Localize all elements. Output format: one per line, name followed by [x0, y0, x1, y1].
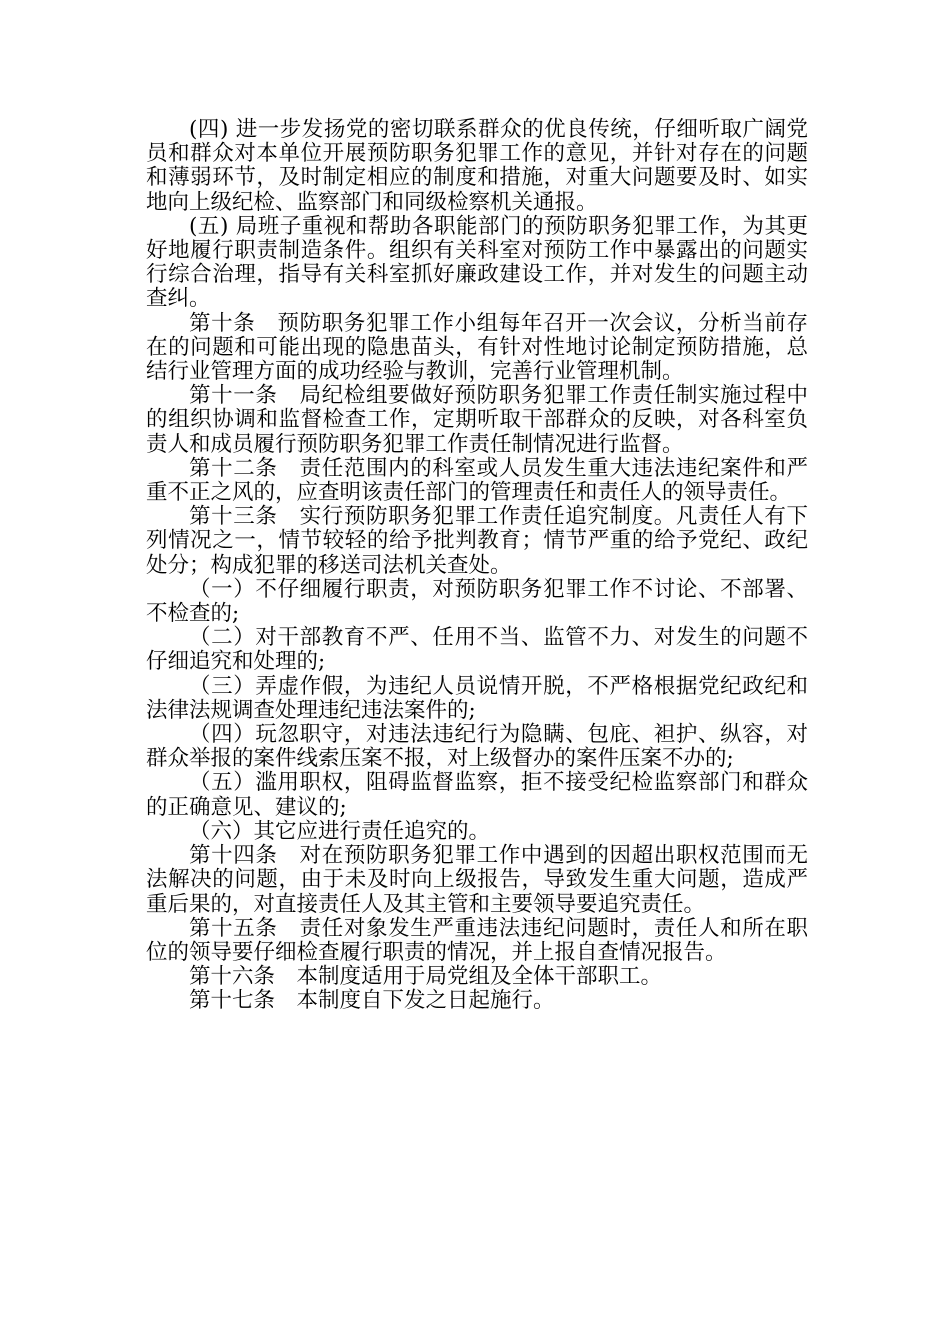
- article-15: 第十五条 责任对象发生严重违法违纪问题时，责任人和所在职位的领导要仔细检查履行职责的情况，并上报自查情况报告。: [146, 915, 808, 965]
- document-page: [146, 118, 808, 1014]
- article-13-item-1: （一）不仔细履行职责，对预防职务犯罪工作不讨论、不部署、不检查的;: [146, 576, 808, 627]
- paragraph-4: (四) 进一步发扬党的密切联系群众的优良传统，仔细听取广阔党员和群众对本单位开展预防职务犯罪工作的意见，并针对存在的问题和薄弱环节，及时制定相应的制度和措施，对重大问题要及时、如实地向上级纪检、监察部门和同级检察机关通报。: [146, 117, 808, 215]
- article-17: 第十七条 本制度自下发之日起施行。: [189, 988, 555, 1014]
- article-14: 第十四条 对在预防职务犯罪工作中遇到的因超出职权范围而无法解决的问题，由于未及时向上级报告，导致发生重大问题，造成严重后果的，对直接责任人及其主管和主要领导要追究责任。: [146, 843, 808, 917]
- article-13-item-4: （四）玩忽职守，对违法违纪行为隐瞒、包庇、袒护、纵容，对群众举报的案件线索压案不报，对上级督办的案件压案不办的;: [146, 722, 808, 772]
- paragraph-5: (五) 局班子重视和帮助各职能部门的预防职务犯罪工作，为其更好地履行职责制造条件。组织有关科室对预防工作中暴露出的问题实行综合治理，指导有关科室抓好廉政建设工作，并对发生的问题主动查纠。: [146, 213, 808, 312]
- article-10: 第十条 预防职务犯罪工作小组每年召开一次会议，分析当前存在的问题和可能出现的隐患苗头，有针对性地讨论制定预防措施，总结行业管理方面的成功经验与教训，完善行业管理机制。: [146, 310, 808, 385]
- article-13-item-2: （二）对干部教育不严、任用不当、监管不力、对发生的问题不仔细追究和处理的;: [146, 625, 808, 675]
- article-13-item-3: （三）弄虚作假，为违纪人员说情开脱，不严格根据党纪政纪和法律法规调查处理违纪违法案件的;: [146, 673, 808, 723]
- article-11: 第十一条 局纪检组要做好预防职务犯罪工作责任制实施过程中的组织协调和监督检查工作，定期听取干部群众的反映，对各科室负责人和成员履行预防职务犯罪工作责任制情况进行监督。: [146, 383, 808, 457]
- article-13-item-5: （五）滥用职权，阻碍监督监察，拒不接受纪检监察部门和群众的正确意见、建议的;: [146, 770, 808, 820]
- article-13-item-6: （六）其它应进行责任追究的。: [189, 818, 491, 844]
- article-13: 第十三条 实行预防职务犯罪工作责任追究制度。凡责任人有下列情况之一，情节较轻的给予批判教育；情节严重的给予党纪、政纪处分；构成犯罪的移送司法机关查处。: [146, 504, 808, 578]
- article-16: 第十六条 本制度适用于局党组及全体干部职工。: [189, 964, 663, 990]
- article-12: 第十二条 责任范围内的科室或人员发生重大违法违纪案件和严重不正之风的，应查明该责任部门的管理责任和责任人的领导责任。: [146, 455, 808, 506]
